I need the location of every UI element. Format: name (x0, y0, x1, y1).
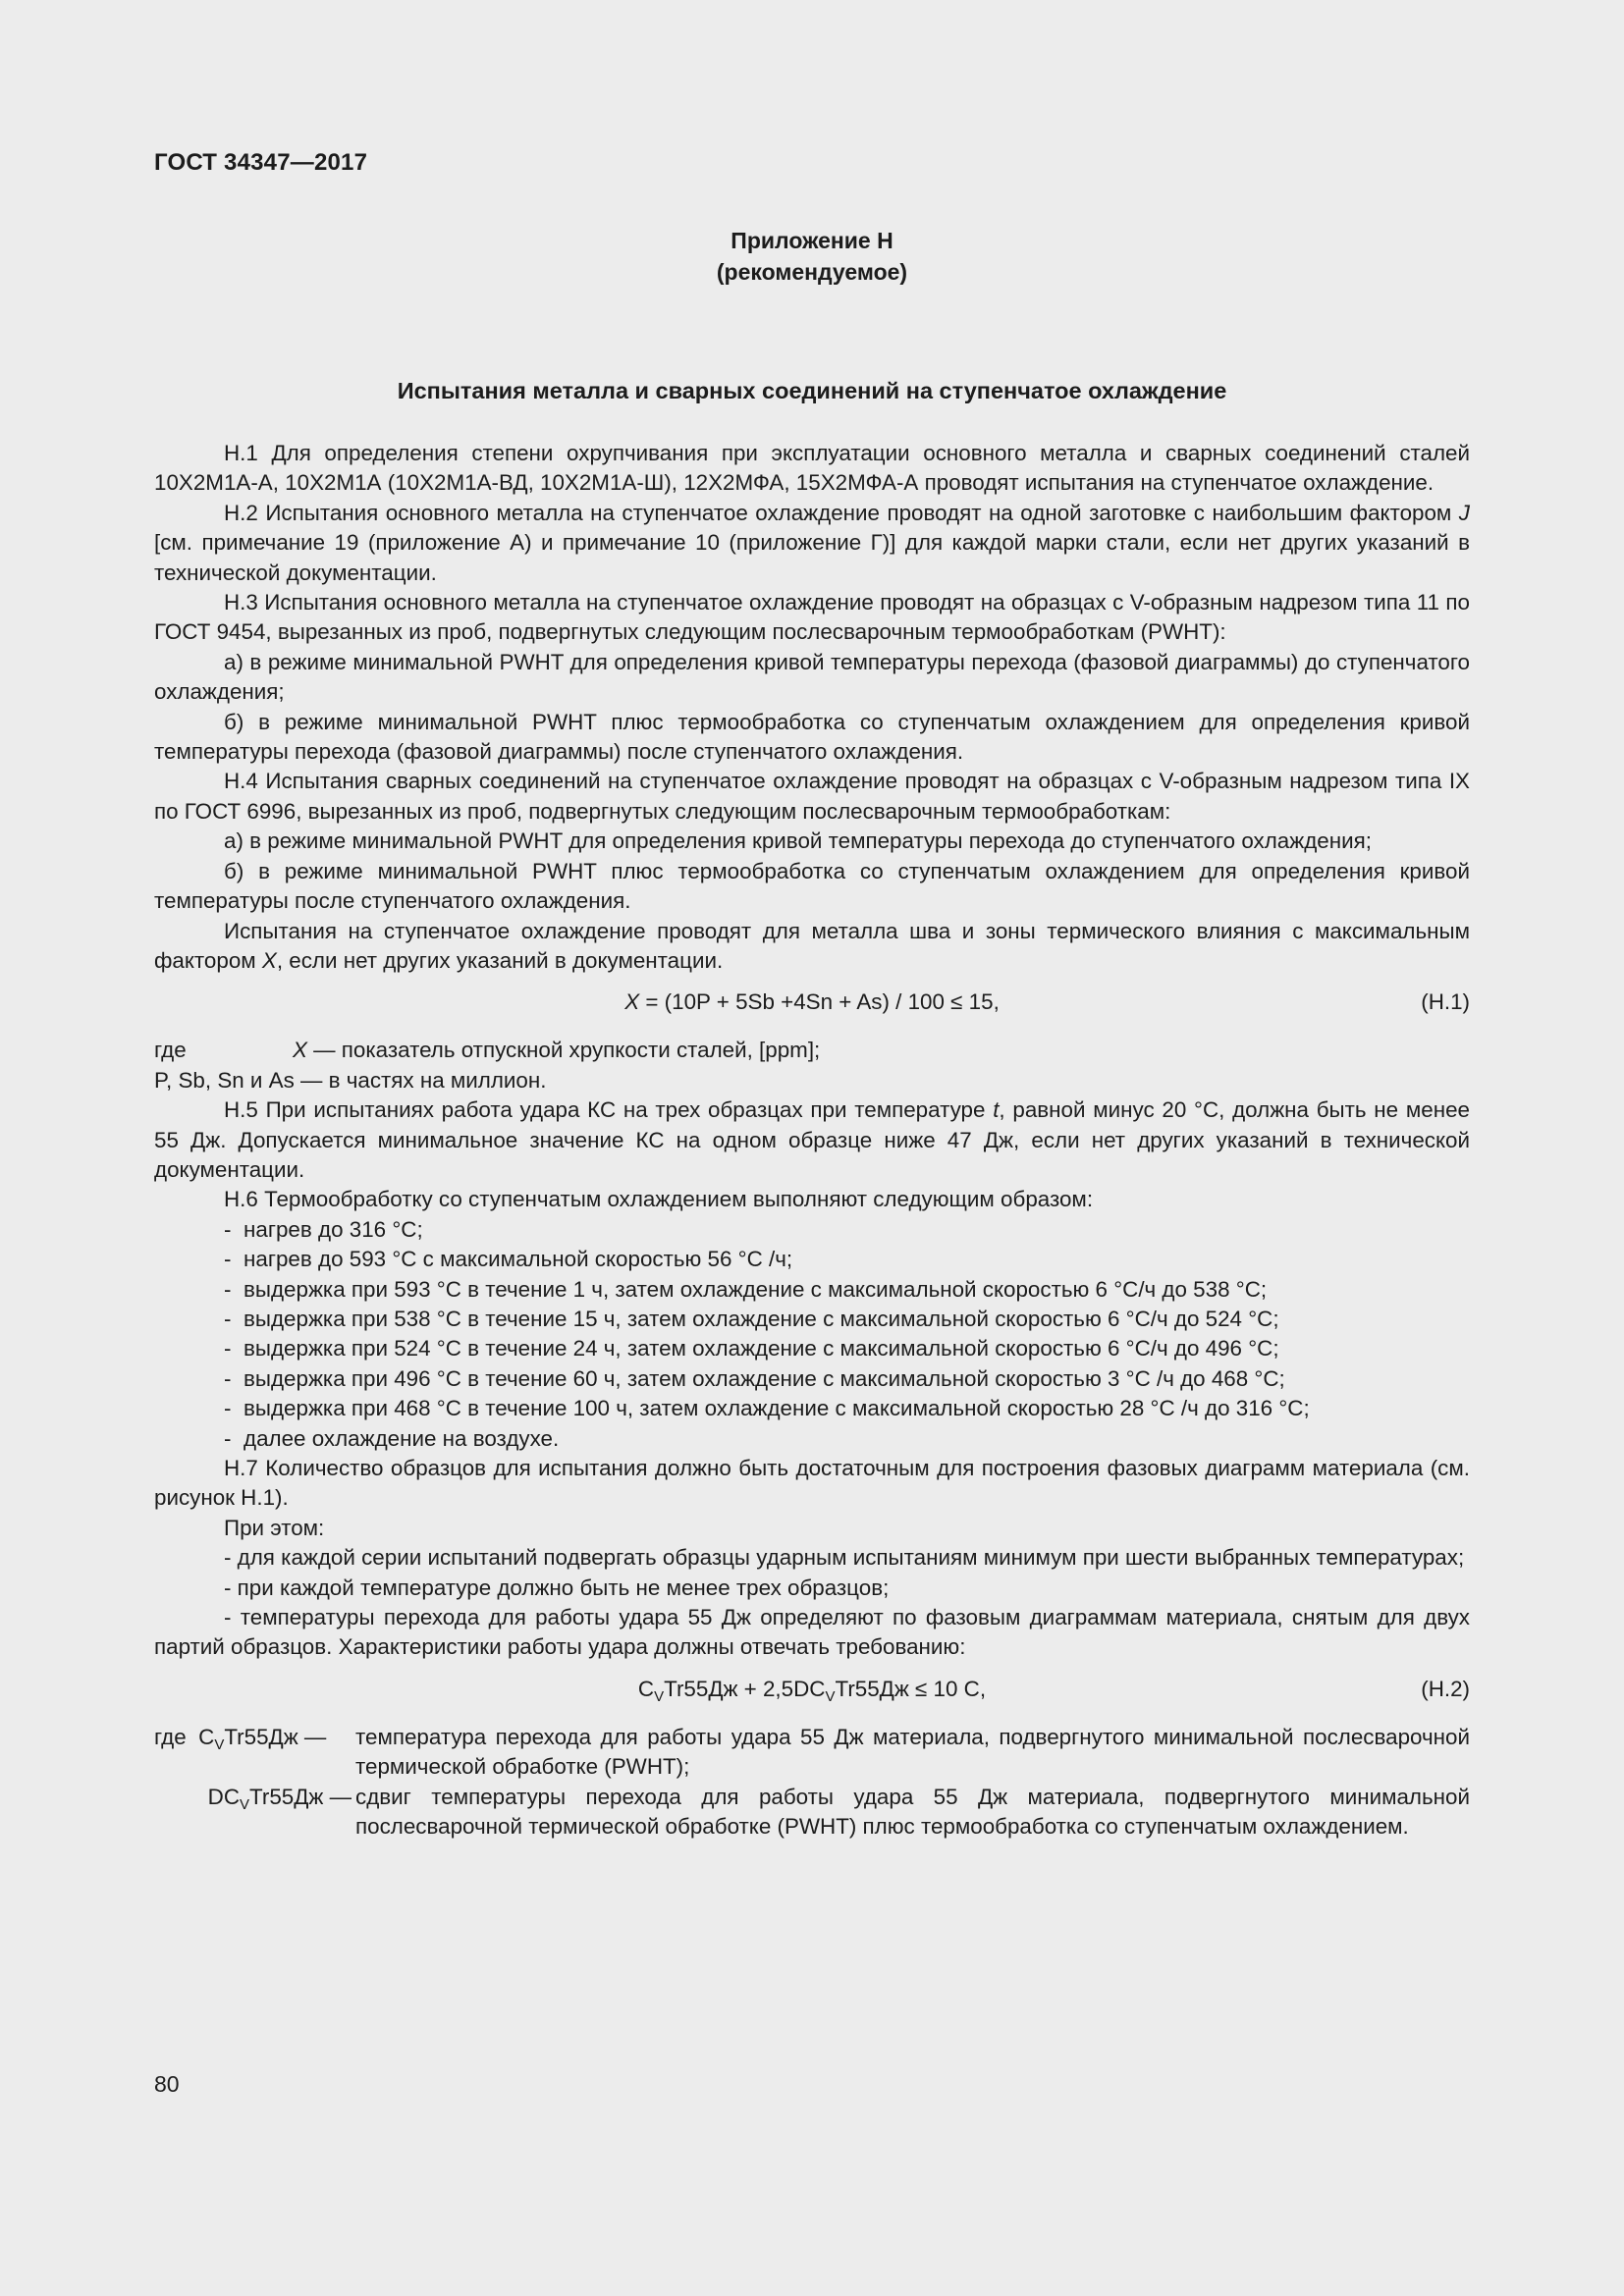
formula-text: C (637, 1676, 655, 1701)
paragraph-h4-a: а) в режиме минимальной PWHT для определения кривой температуры перехода до ступенчатого охлаждения; (224, 828, 1372, 854)
paragraph-h7: Н.7 Количество образцов для испытания должно быть достаточным для построения фазовых диаграмм материала (см. рисунок Н.1). (154, 1456, 1470, 1511)
paragraph-h3-a: а) в режиме минимальной PWHT для определения кривой температуры перехода (фазовой диаграммы) до ступенчатого охлаждения; (154, 649, 1470, 705)
text: Испытания на ступенчатое охлаждение проводят для металла шва и зоны термического влияния с максимальным фактором (154, 918, 1470, 973)
where-definition (293, 1036, 820, 1065)
paragraph-h1: Н.1 Для определения степени охрупчивания при эксплуатации основного металла и сварных соединений сталей 10Х2М1А-А, 10Х2М1А (10Х2М1А-ВД, 10Х2М1А-Ш), 12Х2МФА, 15Х2МФА-А проводят испытания на ступенчатое охлаждение. (154, 441, 1470, 496)
variable-t: t (993, 1097, 1000, 1123)
list-item-text: выдержка при 524 °С в течение 24 ч, затем охлаждение с максимальной скоростью 6 °С/ч до 496 °С; (244, 1336, 1279, 1362)
dash: - (224, 1216, 232, 1242)
variable-x: X (293, 1038, 307, 1063)
definition-term (154, 1723, 355, 1783)
formula-expression (154, 988, 1470, 1017)
subscript: V (825, 1687, 836, 1705)
dash: - (224, 1396, 232, 1421)
appendix-note: (рекомендуемое) (716, 259, 908, 285)
variable-j: J (1458, 500, 1470, 525)
formula-h2 (154, 1675, 1470, 1704)
where-block-2 (154, 1723, 1470, 1842)
paragraph-h7-bullet-2: - при каждой температуре должно быть не менее трех образцов; (224, 1575, 890, 1600)
paragraph-h2 (154, 499, 1470, 588)
subscript: V (654, 1687, 665, 1705)
where-line-2: P, Sb, Sn и As — в частях на миллион. (154, 1067, 547, 1093)
list-item (154, 1364, 1470, 1394)
definition-row (154, 1723, 1470, 1783)
formula-number: (Н.2) (1421, 1676, 1470, 1701)
paragraph-h7-intro: При этом: (224, 1515, 325, 1540)
dash: - (224, 1306, 232, 1331)
paragraph-h3-b: б) в режиме минимальной PWHT плюс термообработка со ступенчатым охлаждением для определения кривой температуры перехода (фазовой диаграммы) после ступенчатого охлаждения. (154, 709, 1470, 765)
where-block-1 (154, 1036, 1470, 1065)
appendix-heading (0, 225, 1624, 288)
section-title: Испытания металла и сварных соединений на ступенчатое охлаждение (397, 378, 1227, 403)
list-item (154, 1245, 1470, 1274)
variable-x: X (624, 989, 640, 1015)
text: , если нет других указаний в документации. (276, 947, 724, 973)
term-text: DC (207, 1784, 241, 1809)
formula-text: Tr55Дж ≤ 10 С, (835, 1676, 987, 1701)
list-item-text: нагрев до 316 °С; (244, 1216, 423, 1242)
definition-text: температура перехода для работы удара 55 Дж материала, подвергнутого минимальной послесварочной термической обработке (PWHT); (355, 1724, 1470, 1780)
paragraph-h4-b: б) в режиме минимальной PWHT плюс термообработка со ступенчатым охлаждением для определения кривой температуры после ступенчатого охлаждения. (154, 858, 1470, 914)
where-label: где (154, 1038, 187, 1063)
text: Н.2 Испытания основного металла на ступенчатое охлаждение проводят на одной заготовке с наибольшим фактором (224, 500, 1459, 525)
dash: - (224, 1336, 232, 1362)
list-item-text: нагрев до 593 °С с максимальной скоростью 56 °С /ч; (244, 1247, 793, 1272)
formula-text: = (10P + 5Sb +4Sn + As) / 100 ≤ 15, (639, 989, 1000, 1015)
variable-x: X (261, 947, 277, 973)
paragraph-h4-c (154, 917, 1470, 977)
dash: - (224, 1425, 232, 1451)
text: — показатель отпускной хрупкости сталей, [ppm]; (306, 1038, 821, 1063)
subscript: V (240, 1795, 250, 1813)
list-item-text: выдержка при 593 °С в течение 1 ч, затем охлаждение с максимальной скоростью 6 °С/ч до 538 °С; (244, 1276, 1268, 1302)
paragraph-h6: Н.6 Термообработку со ступенчатым охлаждением выполняют следующим образом: (224, 1187, 1094, 1212)
formula-number: (Н.1) (1421, 989, 1470, 1015)
paragraph-h7-bullet-3: - температуры перехода для работы удара 55 Дж определяют по фазовым диаграммам материала, снятым для двух партий образцов. Характеристики работы удара должны отвечать требованию: (154, 1605, 1470, 1660)
list-item (154, 1334, 1470, 1363)
term-text: C (198, 1724, 215, 1749)
text: Н.5 При испытаниях работа удара КС на трех образцах при температуре (224, 1097, 994, 1123)
term-text: Tr55Дж — (224, 1724, 327, 1749)
dash: - (224, 1276, 232, 1302)
definition-term (154, 1783, 355, 1842)
subscript: V (214, 1735, 225, 1753)
dash: - (224, 1365, 232, 1391)
text: [см. примечание 19 (приложение А) и примечание 10 (приложение Г)] для каждой марки стали, если нет других указаний в технической документации. (154, 530, 1470, 585)
paragraph-h7-bullet-1: - для каждой серии испытаний подвергать образцы ударным испытаниям минимум при шести выбранных температурах; (224, 1545, 1465, 1571)
list-item (154, 1275, 1470, 1305)
list-item-text: выдержка при 496 °С в течение 60 ч, затем охлаждение с максимальной скоростью 3 °С /ч до 468 °С; (244, 1365, 1285, 1391)
paragraph-h4: Н.4 Испытания сварных соединений на ступенчатое охлаждение проводят на образцах с V-образным надрезом типа IX по ГОСТ 6996, вырезанных из проб, подвергнутых следующим послесварочным термообработкам: (154, 769, 1470, 824)
standard-code: ГОСТ 34347—2017 (154, 149, 368, 176)
paragraph-h5 (154, 1095, 1470, 1185)
document-body (154, 439, 1470, 1842)
list-item-text: далее охлаждение на воздухе. (244, 1425, 560, 1451)
definition-text: сдвиг температуры перехода для работы удара 55 Дж материала, подвергнутого минимальной послесварочной термической обработке (PWHT) плюс термообработка со ступенчатым охлаждением. (355, 1784, 1470, 1840)
formula-expression (154, 1675, 1470, 1704)
list-item-text: выдержка при 468 °С в течение 100 ч, затем охлаждение с максимальной скоростью 28 °С /ч до 316 °С; (244, 1396, 1310, 1421)
list-item (154, 1394, 1470, 1423)
where-label: где (154, 1724, 187, 1749)
term-text: Tr55Дж — (249, 1784, 352, 1809)
list-item-text: выдержка при 538 °С в течение 15 ч, затем охлаждение с максимальной скоростью 6 °С/ч до 524 °С; (244, 1306, 1279, 1331)
list-item (154, 1305, 1470, 1334)
list-item (154, 1215, 1470, 1245)
formula-h1 (154, 988, 1470, 1017)
text: , равной минус 20 °С, должна быть не менее 55 Дж. Допускается минимальное значение КС на одном образце ниже 47 Дж, если нет других указаний в технической документации. (154, 1097, 1470, 1182)
heat-treatment-steps (154, 1215, 1470, 1454)
list-item (154, 1424, 1470, 1454)
formula-text: Tr55Дж + 2,5DC (664, 1676, 826, 1701)
appendix-title: Приложение Н (731, 228, 893, 253)
paragraph-h3: Н.3 Испытания основного металла на ступенчатое охлаждение проводят на образцах с V-образным надрезом типа 11 по ГОСТ 9454, вырезанных из проб, подвергнутых следующим послесварочным термообработкам (PWHT): (154, 590, 1470, 645)
definition-row (154, 1783, 1470, 1842)
page-number: 80 (154, 2071, 180, 2097)
dash: - (224, 1247, 232, 1272)
